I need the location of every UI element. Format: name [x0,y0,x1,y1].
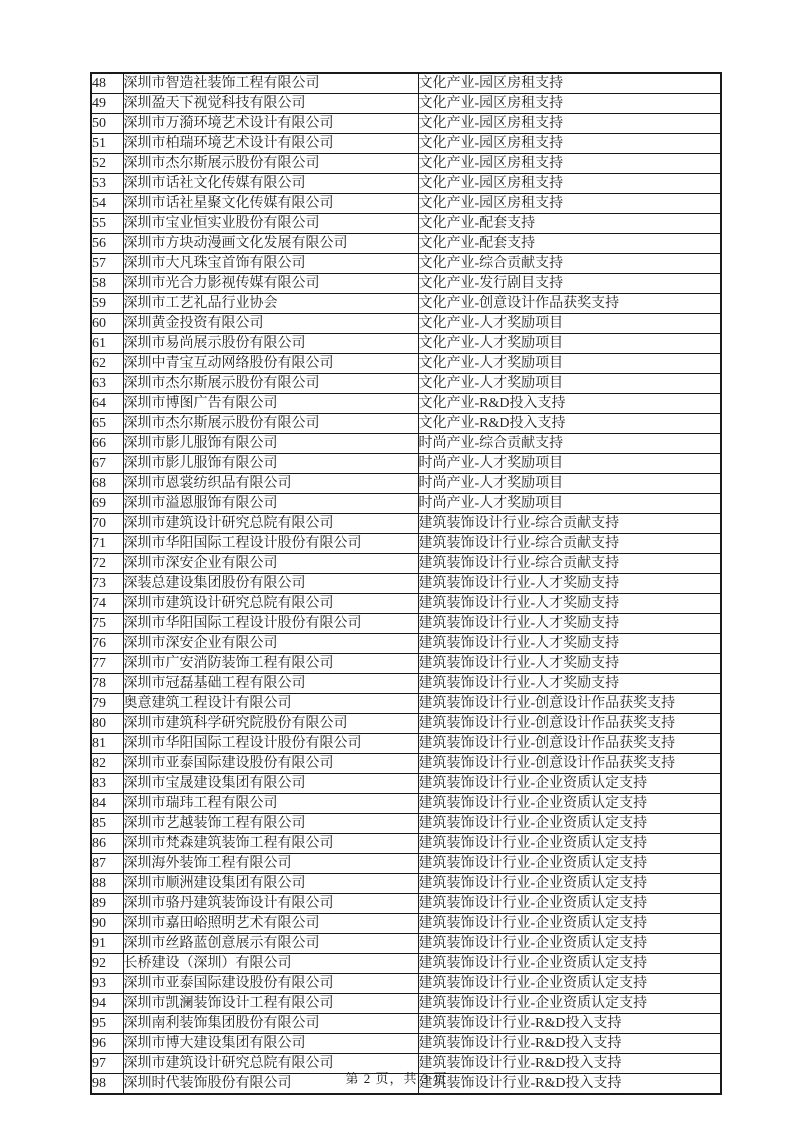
company-name-cell: 深圳市杰尔斯展示股份有限公司 [123,154,418,174]
row-number-cell: 83 [91,774,123,794]
table-row [91,654,721,674]
row-number-cell: 76 [91,634,123,654]
support-category-cell: 建筑装饰设计行业-人才奖励支持 [418,594,721,614]
table-row [91,454,721,474]
row-number-cell: 75 [91,614,123,634]
row-number-cell: 65 [91,414,123,434]
support-category-cell: 建筑装饰设计行业-企业资质认定支持 [418,934,721,954]
company-name-cell: 深圳市光合力影视传媒有限公司 [123,274,418,294]
company-name-cell: 深圳市梵森建筑装饰工程有限公司 [123,834,418,854]
table-row [91,294,721,314]
row-number-cell: 68 [91,474,123,494]
company-name-cell: 深圳市凯澜装饰设计工程有限公司 [123,994,418,1014]
support-category-cell: 建筑装饰设计行业-R&D投入支持 [418,1034,721,1054]
support-category-cell: 时尚产业-人才奖励项目 [418,474,721,494]
row-number-cell: 96 [91,1034,123,1054]
company-name-cell: 深圳市建筑科学研究院股份有限公司 [123,714,418,734]
support-category-cell: 建筑装饰设计行业-企业资质认定支持 [418,994,721,1014]
support-category-cell: 文化产业-园区房租支持 [418,174,721,194]
table-row [91,194,721,214]
table-row [91,714,721,734]
row-number-cell: 97 [91,1054,123,1074]
row-number-cell: 72 [91,554,123,574]
row-number-cell: 94 [91,994,123,1014]
support-category-cell: 时尚产业-人才奖励项目 [418,454,721,474]
company-name-cell: 深圳中青宝互动网络股份有限公司 [123,354,418,374]
row-number-cell: 71 [91,534,123,554]
table-row [91,814,721,834]
row-number-cell: 84 [91,794,123,814]
table-row [91,534,721,554]
row-number-cell: 62 [91,354,123,374]
company-name-cell: 深圳市杰尔斯展示股份有限公司 [123,374,418,394]
support-category-cell: 建筑装饰设计行业-综合贡献支持 [418,514,721,534]
company-name-cell: 深圳市万漪环境艺术设计有限公司 [123,114,418,134]
table-row [91,754,721,774]
row-number-cell: 80 [91,714,123,734]
support-category-cell: 建筑装饰设计行业-人才奖励支持 [418,634,721,654]
company-name-cell: 深圳市瑞玮工程有限公司 [123,794,418,814]
row-number-cell: 53 [91,174,123,194]
row-number-cell: 87 [91,854,123,874]
table-row [91,894,721,914]
company-name-cell: 深圳市影儿服饰有限公司 [123,454,418,474]
row-number-cell: 85 [91,814,123,834]
table-row [91,174,721,194]
table-row [91,694,721,714]
table-row [91,594,721,614]
row-number-cell: 48 [91,73,123,94]
support-category-cell: 文化产业-发行剧目支持 [418,274,721,294]
row-number-cell: 56 [91,234,123,254]
company-name-cell: 深圳市亚泰国际建设股份有限公司 [123,754,418,774]
company-name-cell: 深圳市溢恩服饰有限公司 [123,494,418,514]
row-number-cell: 82 [91,754,123,774]
support-category-cell: 文化产业-园区房租支持 [418,94,721,114]
support-category-cell: 建筑装饰设计行业-人才奖励支持 [418,614,721,634]
support-category-cell: 建筑装饰设计行业-企业资质认定支持 [418,774,721,794]
support-category-cell: 文化产业-R&D投入支持 [418,394,721,414]
company-name-cell: 深圳市建筑设计研究总院有限公司 [123,594,418,614]
table-row [91,634,721,654]
company-name-cell: 深圳市建筑设计研究总院有限公司 [123,514,418,534]
row-number-cell: 70 [91,514,123,534]
company-name-cell: 深圳市广安消防装饰工程有限公司 [123,654,418,674]
table-row [91,394,721,414]
support-category-cell: 文化产业-人才奖励项目 [418,354,721,374]
support-category-cell: 文化产业-人才奖励项目 [418,374,721,394]
support-category-cell: 建筑装饰设计行业-R&D投入支持 [418,1054,721,1074]
support-category-cell: 建筑装饰设计行业-企业资质认定支持 [418,834,721,854]
table-row [91,514,721,534]
support-category-cell: 建筑装饰设计行业-企业资质认定支持 [418,914,721,934]
table-row [91,794,721,814]
support-category-cell: 建筑装饰设计行业-人才奖励支持 [418,674,721,694]
table-row [91,974,721,994]
company-table-body [91,73,721,1094]
table-row [91,674,721,694]
row-number-cell: 69 [91,494,123,514]
table-row [91,734,721,754]
row-number-cell: 66 [91,434,123,454]
row-number-cell: 91 [91,934,123,954]
support-category-cell: 建筑装饰设计行业-人才奖励支持 [418,574,721,594]
support-category-cell: 建筑装饰设计行业-R&D投入支持 [418,1074,721,1095]
support-category-cell: 建筑装饰设计行业-R&D投入支持 [418,1014,721,1034]
company-name-cell: 深圳市华阳国际工程设计股份有限公司 [123,614,418,634]
support-category-cell: 文化产业-园区房租支持 [418,154,721,174]
row-number-cell: 95 [91,1014,123,1034]
company-name-cell: 深圳市骆丹建筑装饰设计有限公司 [123,894,418,914]
company-name-cell: 深圳市大凡珠宝首饰有限公司 [123,254,418,274]
table-row [91,494,721,514]
support-category-cell: 建筑装饰设计行业-企业资质认定支持 [418,894,721,914]
table-row [91,214,721,234]
company-name-cell: 深圳市工艺礼品行业协会 [123,294,418,314]
support-category-cell: 文化产业-配套支持 [418,234,721,254]
table-row [91,874,721,894]
row-number-cell: 92 [91,954,123,974]
row-number-cell: 81 [91,734,123,754]
company-name-cell: 深圳市深安企业有限公司 [123,634,418,654]
table-row [91,414,721,434]
table-row [91,614,721,634]
support-category-cell: 建筑装饰设计行业-企业资质认定支持 [418,954,721,974]
support-category-cell: 文化产业-综合贡献支持 [418,254,721,274]
company-name-cell: 深圳市华阳国际工程设计股份有限公司 [123,534,418,554]
company-name-cell: 深圳市影儿服饰有限公司 [123,434,418,454]
row-number-cell: 98 [91,1074,123,1095]
table-row [91,134,721,154]
company-name-cell: 深圳市博图广告有限公司 [123,394,418,414]
table-row [91,374,721,394]
support-category-cell: 建筑装饰设计行业-综合贡献支持 [418,534,721,554]
support-category-cell: 建筑装饰设计行业-创意设计作品获奖支持 [418,734,721,754]
table-row [91,574,721,594]
row-number-cell: 60 [91,314,123,334]
support-category-cell: 建筑装饰设计行业-企业资质认定支持 [418,814,721,834]
support-category-cell: 建筑装饰设计行业-企业资质认定支持 [418,974,721,994]
row-number-cell: 93 [91,974,123,994]
row-number-cell: 90 [91,914,123,934]
company-name-cell: 深圳市智造社装饰工程有限公司 [123,73,418,94]
table-row [91,254,721,274]
company-name-cell: 深圳海外装饰工程有限公司 [123,854,418,874]
row-number-cell: 50 [91,114,123,134]
row-number-cell: 79 [91,694,123,714]
row-number-cell: 73 [91,574,123,594]
company-name-cell: 深圳市冠磊基础工程有限公司 [123,674,418,694]
table-row [91,334,721,354]
company-name-cell: 深装总建设集团股份有限公司 [123,574,418,594]
support-category-cell: 建筑装饰设计行业-创意设计作品获奖支持 [418,694,721,714]
support-category-cell: 建筑装饰设计行业-综合贡献支持 [418,554,721,574]
company-name-cell: 深圳市建筑设计研究总院有限公司 [123,1054,418,1074]
support-category-cell: 文化产业-园区房租支持 [418,114,721,134]
table-row [91,274,721,294]
row-number-cell: 86 [91,834,123,854]
row-number-cell: 77 [91,654,123,674]
table-row [91,1034,721,1054]
table-row [91,1014,721,1034]
support-category-cell: 文化产业-创意设计作品获奖支持 [418,294,721,314]
support-category-cell: 建筑装饰设计行业-企业资质认定支持 [418,794,721,814]
table-row [91,154,721,174]
company-name-cell: 奥意建筑工程设计有限公司 [123,694,418,714]
company-name-cell: 深圳市柏瑞环境艺术设计有限公司 [123,134,418,154]
company-name-cell: 深圳南利装饰集团股份有限公司 [123,1014,418,1034]
company-support-table [90,72,722,1095]
row-number-cell: 88 [91,874,123,894]
support-category-cell: 时尚产业-人才奖励项目 [418,494,721,514]
row-number-cell: 74 [91,594,123,614]
table-row [91,354,721,374]
support-category-cell: 建筑装饰设计行业-创意设计作品获奖支持 [418,754,721,774]
company-name-cell: 深圳市亚泰国际建设股份有限公司 [123,974,418,994]
company-name-cell: 深圳市宝晟建设集团有限公司 [123,774,418,794]
company-name-cell: 深圳市易尚展示股份有限公司 [123,334,418,354]
support-category-cell: 文化产业-园区房租支持 [418,73,721,94]
table-row [91,914,721,934]
company-name-cell: 深圳市话社文化传媒有限公司 [123,174,418,194]
company-name-cell: 深圳时代装饰股份有限公司 [123,1074,418,1095]
row-number-cell: 89 [91,894,123,914]
company-name-cell: 深圳市华阳国际工程设计股份有限公司 [123,734,418,754]
table-row [91,774,721,794]
support-category-cell: 文化产业-园区房租支持 [418,194,721,214]
table-row [91,994,721,1014]
support-category-cell: 文化产业-园区房租支持 [418,134,721,154]
company-name-cell: 深圳市宝业恒实业股份有限公司 [123,214,418,234]
table-row [91,954,721,974]
row-number-cell: 49 [91,94,123,114]
row-number-cell: 55 [91,214,123,234]
table-row [91,314,721,334]
support-category-cell: 建筑装饰设计行业-企业资质认定支持 [418,874,721,894]
support-category-cell: 建筑装饰设计行业-创意设计作品获奖支持 [418,714,721,734]
row-number-cell: 61 [91,334,123,354]
company-name-cell: 深圳市方块动漫画文化发展有限公司 [123,234,418,254]
company-name-cell: 长桥建设（深圳）有限公司 [123,954,418,974]
row-number-cell: 63 [91,374,123,394]
table-row [91,474,721,494]
company-name-cell: 深圳市深安企业有限公司 [123,554,418,574]
table-row [91,554,721,574]
support-category-cell: 文化产业-R&D投入支持 [418,414,721,434]
row-number-cell: 54 [91,194,123,214]
table-row [91,94,721,114]
company-name-cell: 深圳盈天下视觉科技有限公司 [123,94,418,114]
table-row [91,114,721,134]
support-category-cell: 文化产业-人才奖励项目 [418,314,721,334]
table-row [91,854,721,874]
support-category-cell: 建筑装饰设计行业-人才奖励支持 [418,654,721,674]
support-category-cell: 时尚产业-综合贡献支持 [418,434,721,454]
company-name-cell: 深圳黄金投资有限公司 [123,314,418,334]
row-number-cell: 78 [91,674,123,694]
company-name-cell: 深圳市顺洲建设集团有限公司 [123,874,418,894]
support-category-cell: 文化产业-配套支持 [418,214,721,234]
company-name-cell: 深圳市话社星聚文化传媒有限公司 [123,194,418,214]
company-name-cell: 深圳市丝路蓝创意展示有限公司 [123,934,418,954]
table-row [91,434,721,454]
row-number-cell: 52 [91,154,123,174]
row-number-cell: 64 [91,394,123,414]
company-name-cell: 深圳市嘉田峪照明艺术有限公司 [123,914,418,934]
row-number-cell: 67 [91,454,123,474]
company-name-cell: 深圳市艺越装饰工程有限公司 [123,814,418,834]
company-name-cell: 深圳市博大建设集团有限公司 [123,1034,418,1054]
row-number-cell: 58 [91,274,123,294]
table-row [91,934,721,954]
support-category-cell: 文化产业-人才奖励项目 [418,334,721,354]
page-footer: 第 2 页，共 3 页 [345,1071,448,1086]
company-name-cell: 深圳市杰尔斯展示股份有限公司 [123,414,418,434]
company-name-cell: 深圳市恩裳纺织品有限公司 [123,474,418,494]
support-category-cell: 建筑装饰设计行业-企业资质认定支持 [418,854,721,874]
row-number-cell: 59 [91,294,123,314]
row-number-cell: 57 [91,254,123,274]
table-row [91,834,721,854]
table-row [91,73,721,94]
table-row [91,234,721,254]
row-number-cell: 51 [91,134,123,154]
